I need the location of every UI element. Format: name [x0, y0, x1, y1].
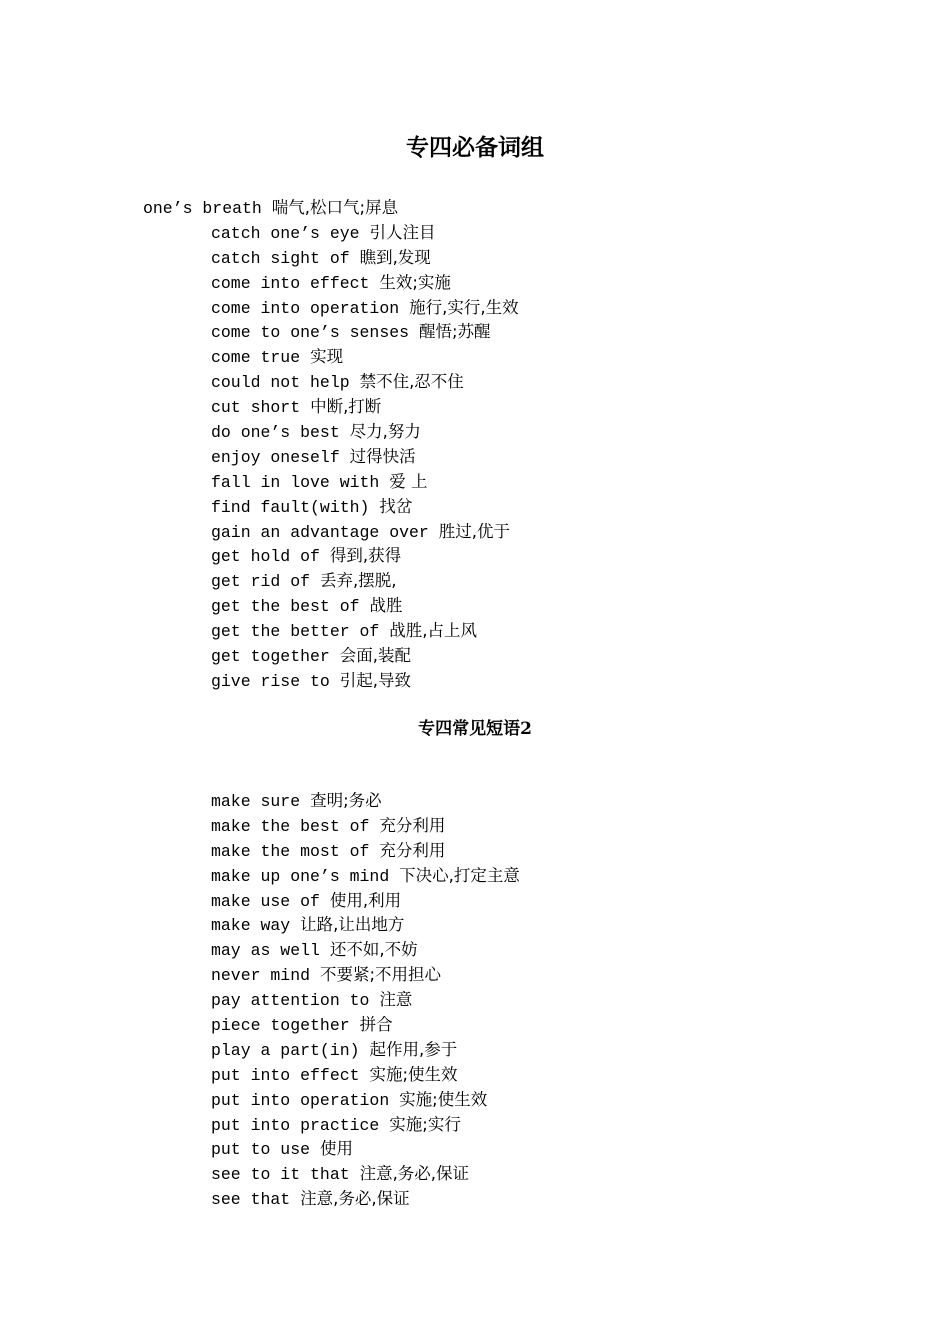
phrase-chinese: 施行,实行,生效: [409, 297, 519, 317]
phrase-chinese: 不要紧;不用担心: [319, 965, 442, 985]
phrase-entry: [211, 963, 520, 988]
phrase-chinese: 醒悟;苏醒: [418, 322, 491, 342]
phrase-entry: [211, 988, 520, 1013]
phrase-english: put into effect: [211, 1065, 360, 1085]
phrase-chinese: 尽力,努力: [349, 422, 421, 442]
phrase-english: put to use: [211, 1140, 311, 1160]
phrase-english: enjoy oneself: [211, 447, 340, 467]
phrase-chinese: 起作用,参于: [369, 1039, 458, 1059]
phrase-entry: [211, 594, 519, 619]
phrase-chinese: 生效;实施: [379, 272, 451, 292]
phrase-entry: [211, 839, 520, 864]
phrase-chinese: 胜过,优于: [438, 521, 511, 541]
section-subtitle: 专四常见短语2: [418, 719, 532, 739]
phrase-english: do one’s best: [211, 423, 340, 443]
phrase-chinese: 充分利用: [379, 840, 446, 860]
phrase-chinese: 实施;使生效: [399, 1089, 488, 1109]
phrase-chinese: 实施;实行: [389, 1114, 461, 1134]
phrase-chinese: 还不如,不妨: [329, 940, 418, 960]
phrase-chinese: 喘气,松口气;屏息: [271, 198, 399, 217]
phrase-entry: [211, 370, 519, 395]
phrase-entry: [211, 789, 520, 814]
phrase-chinese: 战胜: [369, 596, 403, 616]
phrase-entry: [211, 1187, 520, 1212]
phrase-english: get rid of: [211, 572, 311, 592]
phrase-english: come into operation: [211, 298, 400, 318]
phrase-chinese: 下决心,打定主意: [399, 865, 520, 885]
phrase-english: make way: [211, 916, 291, 936]
phrase-entry: [211, 619, 519, 644]
phrase-english: cut short: [211, 398, 301, 418]
phrase-chinese: 使用: [319, 1139, 353, 1159]
phrase-english: piece together: [211, 1016, 350, 1036]
phrase-entry: [211, 1113, 520, 1138]
phrase-chinese: 充分利用: [379, 815, 446, 835]
phrase-entry: [211, 445, 519, 470]
phrase-entry: [211, 569, 519, 594]
phrase-entry: [211, 889, 520, 914]
phrase-english: one’s breath: [143, 199, 262, 218]
phrase-entry: [211, 246, 519, 271]
phrase-chinese: 注意,务必,保证: [300, 1189, 410, 1209]
phrase-entry: [211, 420, 519, 445]
phrase-english: may as well: [211, 941, 320, 961]
phrase-english: get together: [211, 647, 330, 667]
phrase-chinese: 丢弃,摆脱,: [319, 571, 397, 591]
phrase-chinese: 引起,导致: [339, 670, 412, 690]
phrase-entry: [211, 814, 520, 839]
phrase-entry: [211, 470, 519, 495]
phrase-english: make the most of: [211, 841, 370, 861]
phrase-entry: [143, 196, 519, 221]
phrase-chinese: 过得快活: [349, 446, 416, 466]
phrase-english: see to it that: [211, 1165, 350, 1185]
phrase-entry: [211, 938, 520, 963]
phrase-english: make up one’s mind: [211, 866, 390, 886]
phrase-english: play a part(in): [211, 1040, 360, 1060]
phrase-chinese: 爱 上: [389, 471, 428, 491]
phrase-english: see that: [211, 1190, 291, 1210]
phrase-entry: [211, 1162, 520, 1187]
page-title: 专四必备词组: [406, 134, 544, 161]
phrase-entry: [211, 1088, 520, 1113]
phrase-entry: [211, 1013, 520, 1038]
phrase-chinese: 战胜,占上风: [389, 621, 478, 641]
phrase-entry: [211, 395, 519, 420]
phrase-chinese: 注意: [379, 990, 413, 1010]
phrase-chinese: 禁不住,忍不住: [359, 372, 464, 392]
phrase-entry: [211, 221, 519, 246]
phrase-entry: [211, 544, 519, 569]
phrase-english: get the best of: [211, 597, 360, 617]
phrase-entry: [211, 669, 519, 694]
phrase-english: make the best of: [211, 816, 370, 836]
phrase-english: put into operation: [211, 1090, 390, 1110]
phrase-entry: [211, 1063, 520, 1088]
phrase-english: make sure: [211, 792, 301, 811]
phrase-english: make use of: [211, 891, 320, 911]
phrase-english: catch one’s eye: [211, 223, 360, 243]
phrase-chinese: 注意,务必,保证: [359, 1164, 470, 1184]
phrase-entry: [211, 320, 519, 345]
phrase-chinese: 会面,装配: [339, 646, 412, 666]
phrase-english: get hold of: [211, 547, 320, 567]
phrase-chinese: 实现: [310, 347, 344, 367]
phrase-chinese: 实施;使生效: [369, 1064, 458, 1084]
phrase-chinese: 拼合: [359, 1015, 393, 1035]
phrase-english: put into practice: [211, 1115, 380, 1135]
phrase-english: find fault(with): [211, 497, 370, 517]
phrase-chinese: 让路,让出地方: [300, 915, 405, 935]
phrase-english: come true: [211, 348, 301, 368]
phrase-chinese: 得到,获得: [329, 546, 402, 566]
phrase-entry: [211, 1137, 520, 1162]
phrase-chinese: 中断,打断: [310, 397, 382, 417]
phrase-english: fall in love with: [211, 472, 380, 492]
phrase-english: could not help: [211, 373, 350, 393]
phrase-english: catch sight of: [211, 248, 350, 268]
phrase-list-2: [211, 789, 520, 1212]
phrase-english: give rise to: [211, 671, 330, 691]
phrase-english: never mind: [211, 966, 311, 986]
phrase-entry: [211, 520, 519, 545]
phrase-entry: [211, 345, 519, 370]
phrase-english: come to one’s senses: [211, 323, 410, 343]
phrase-entry: [211, 1038, 520, 1063]
phrase-entry: [211, 495, 519, 520]
phrase-list-1: [143, 196, 519, 694]
phrase-entry: [211, 296, 519, 321]
phrase-chinese: 使用,利用: [329, 890, 402, 910]
phrase-entry: [211, 271, 519, 296]
phrase-chinese: 引人注目: [369, 222, 436, 242]
phrase-english: come into effect: [211, 273, 370, 293]
phrase-chinese: 查明;务必: [310, 791, 382, 810]
phrase-entry: [211, 913, 520, 938]
phrase-english: pay attention to: [211, 991, 370, 1011]
phrase-entry: [211, 644, 519, 669]
phrase-chinese: 找岔: [379, 496, 413, 516]
phrase-chinese: 瞧到,发现: [359, 247, 431, 267]
phrase-english: get the better of: [211, 622, 380, 642]
phrase-english: gain an advantage over: [211, 522, 429, 542]
phrase-entry: [211, 864, 520, 889]
